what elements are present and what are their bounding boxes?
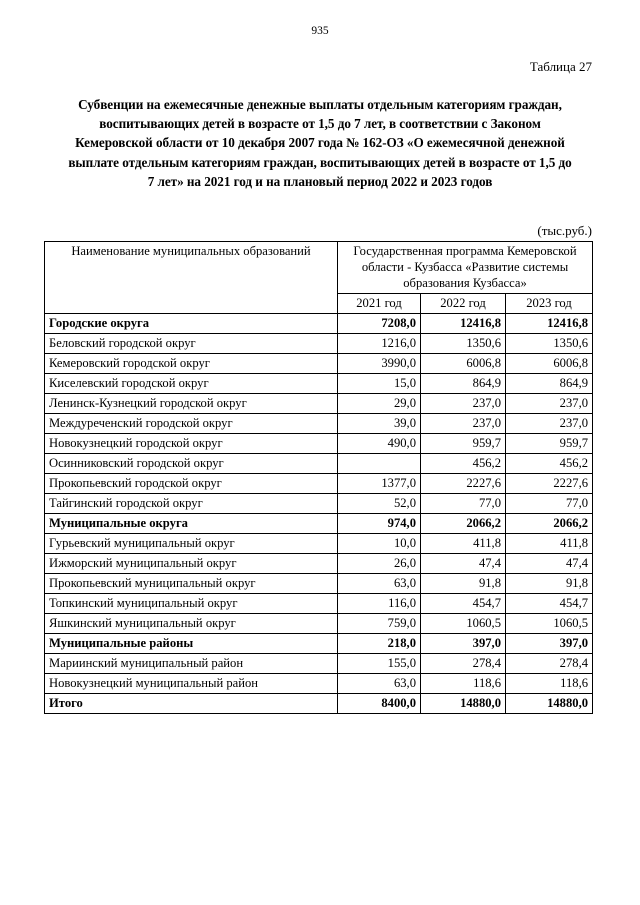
cell-value-2023: 237,0 bbox=[506, 394, 593, 414]
cell-value-2021: 155,0 bbox=[338, 654, 421, 674]
table-row bbox=[45, 314, 593, 334]
table-row bbox=[45, 654, 593, 674]
table-caption-label: Таблица 27 bbox=[529, 59, 592, 74]
cell-municipality-name: Беловский городской округ bbox=[45, 334, 338, 354]
table-header-row-primary bbox=[45, 242, 593, 294]
cell-value-2022: 12416,8 bbox=[421, 314, 506, 334]
cell-municipality-name: Муниципальные районы bbox=[45, 634, 338, 654]
header-state-program: Государственная программа Кемеровской области - Кузбасса «Развитие системы образования Кузбасса» bbox=[338, 242, 593, 294]
table-row bbox=[45, 354, 593, 374]
cell-value-2021: 10,0 bbox=[338, 534, 421, 554]
cell-value-2022: 959,7 bbox=[421, 434, 506, 454]
cell-value-2023: 278,4 bbox=[506, 654, 593, 674]
cell-value-2022: 91,8 bbox=[421, 574, 506, 594]
cell-municipality-name: Итого bbox=[45, 694, 338, 714]
table-row bbox=[45, 594, 593, 614]
table-row bbox=[45, 474, 593, 494]
cell-value-2023: 454,7 bbox=[506, 594, 593, 614]
cell-value-2023: 6006,8 bbox=[506, 354, 593, 374]
cell-value-2023: 1060,5 bbox=[506, 614, 593, 634]
cell-value-2023: 118,6 bbox=[506, 674, 593, 694]
cell-municipality-name: Ленинск-Кузнецкий городской округ bbox=[45, 394, 338, 414]
cell-municipality-name: Новокузнецкий городской округ bbox=[45, 434, 338, 454]
cell-municipality-name: Мариинский муниципальный район bbox=[45, 654, 338, 674]
cell-value-2021: 218,0 bbox=[338, 634, 421, 654]
table-row bbox=[45, 334, 593, 354]
cell-value-2021: 15,0 bbox=[338, 374, 421, 394]
cell-value-2022: 454,7 bbox=[421, 594, 506, 614]
cell-municipality-name: Осинниковский городской округ bbox=[45, 454, 338, 474]
cell-municipality-name: Киселевский городской округ bbox=[45, 374, 338, 394]
cell-value-2022: 2066,2 bbox=[421, 514, 506, 534]
table-header bbox=[45, 242, 593, 314]
cell-value-2023: 2227,6 bbox=[506, 474, 593, 494]
financial-table bbox=[44, 241, 593, 714]
table-row bbox=[45, 434, 593, 454]
cell-value-2022: 47,4 bbox=[421, 554, 506, 574]
table-row bbox=[45, 634, 593, 654]
cell-value-2022: 397,0 bbox=[421, 634, 506, 654]
cell-municipality-name: Топкинский муниципальный округ bbox=[45, 594, 338, 614]
cell-municipality-name: Ижморский муниципальный округ bbox=[45, 554, 338, 574]
cell-value-2023: 1350,6 bbox=[506, 334, 593, 354]
table-row bbox=[45, 414, 593, 434]
cell-value-2022: 237,0 bbox=[421, 414, 506, 434]
cell-value-2022: 411,8 bbox=[421, 534, 506, 554]
cell-value-2023: 959,7 bbox=[506, 434, 593, 454]
cell-municipality-name: Муниципальные округа bbox=[45, 514, 338, 534]
page-number: 935 bbox=[311, 25, 329, 37]
table-row bbox=[45, 494, 593, 514]
cell-value-2021: 63,0 bbox=[338, 574, 421, 594]
cell-value-2023: 864,9 bbox=[506, 374, 593, 394]
table-row bbox=[45, 574, 593, 594]
cell-value-2021: 759,0 bbox=[338, 614, 421, 634]
cell-value-2022: 864,9 bbox=[421, 374, 506, 394]
table-row bbox=[45, 614, 593, 634]
header-year-2023: 2023 год bbox=[506, 294, 593, 314]
cell-value-2023: 12416,8 bbox=[506, 314, 593, 334]
cell-municipality-name: Междуреченский городской округ bbox=[45, 414, 338, 434]
cell-value-2023: 237,0 bbox=[506, 414, 593, 434]
title-line: выплате отдельным категориям граждан, воспитывающих детей в возрасте от 1,5 до bbox=[68, 154, 572, 170]
cell-value-2021 bbox=[338, 454, 421, 474]
table-row bbox=[45, 694, 593, 714]
cell-value-2023: 456,2 bbox=[506, 454, 593, 474]
header-year-2021: 2021 год bbox=[338, 294, 421, 314]
table-row bbox=[45, 554, 593, 574]
cell-value-2021: 26,0 bbox=[338, 554, 421, 574]
cell-value-2023: 411,8 bbox=[506, 534, 593, 554]
cell-value-2022: 77,0 bbox=[421, 494, 506, 514]
cell-value-2021: 1216,0 bbox=[338, 334, 421, 354]
cell-value-2021: 39,0 bbox=[338, 414, 421, 434]
cell-municipality-name: Прокопьевский городской округ bbox=[45, 474, 338, 494]
title-line: 7 лет» на 2021 год и на плановый период 2022 и 2023 годов bbox=[147, 173, 493, 189]
cell-value-2021: 7208,0 bbox=[338, 314, 421, 334]
table-row bbox=[45, 534, 593, 554]
cell-value-2021: 8400,0 bbox=[338, 694, 421, 714]
cell-municipality-name: Яшкинский муниципальный округ bbox=[45, 614, 338, 634]
cell-municipality-name: Кемеровский городской округ bbox=[45, 354, 338, 374]
cell-value-2021: 52,0 bbox=[338, 494, 421, 514]
cell-municipality-name: Гурьевский муниципальный округ bbox=[45, 534, 338, 554]
table-row bbox=[45, 514, 593, 534]
document-title bbox=[44, 95, 596, 191]
cell-value-2022: 237,0 bbox=[421, 394, 506, 414]
table-row bbox=[45, 674, 593, 694]
cell-municipality-name: Прокопьевский муниципальный округ bbox=[45, 574, 338, 594]
cell-value-2021: 3990,0 bbox=[338, 354, 421, 374]
cell-value-2022: 2227,6 bbox=[421, 474, 506, 494]
cell-value-2021: 1377,0 bbox=[338, 474, 421, 494]
cell-value-2022: 14880,0 bbox=[421, 694, 506, 714]
cell-value-2023: 77,0 bbox=[506, 494, 593, 514]
cell-municipality-name: Новокузнецкий муниципальный район bbox=[45, 674, 338, 694]
table-row bbox=[45, 374, 593, 394]
cell-value-2023: 91,8 bbox=[506, 574, 593, 594]
units-label: (тыс.руб.) bbox=[537, 223, 592, 238]
cell-value-2021: 63,0 bbox=[338, 674, 421, 694]
cell-municipality-name: Городские округа bbox=[45, 314, 338, 334]
cell-value-2023: 2066,2 bbox=[506, 514, 593, 534]
cell-value-2021: 974,0 bbox=[338, 514, 421, 534]
cell-value-2022: 1350,6 bbox=[421, 334, 506, 354]
title-line: Кемеровской области от 10 декабря 2007 года № 162-ОЗ «О ежемесячной денежной bbox=[75, 135, 565, 151]
title-line: Субвенции на ежемесячные денежные выплаты отдельным категориям граждан, bbox=[78, 97, 562, 112]
cell-value-2021: 29,0 bbox=[338, 394, 421, 414]
header-municipality-name: Наименование муниципальных образований bbox=[45, 242, 338, 314]
cell-value-2023: 397,0 bbox=[506, 634, 593, 654]
cell-value-2021: 116,0 bbox=[338, 594, 421, 614]
header-year-2022: 2022 год bbox=[421, 294, 506, 314]
cell-value-2023: 47,4 bbox=[506, 554, 593, 574]
cell-value-2022: 6006,8 bbox=[421, 354, 506, 374]
financial-table-container bbox=[44, 241, 592, 714]
cell-value-2022: 278,4 bbox=[421, 654, 506, 674]
title-line: воспитывающих детей в возрасте от 1,5 до 7 лет, в соответствии с Законом bbox=[99, 116, 541, 132]
table-body bbox=[45, 314, 593, 714]
cell-value-2022: 118,6 bbox=[421, 674, 506, 694]
cell-value-2022: 456,2 bbox=[421, 454, 506, 474]
cell-value-2023: 14880,0 bbox=[506, 694, 593, 714]
table-row bbox=[45, 454, 593, 474]
cell-municipality-name: Тайгинский городской округ bbox=[45, 494, 338, 514]
cell-value-2022: 1060,5 bbox=[421, 614, 506, 634]
cell-value-2021: 490,0 bbox=[338, 434, 421, 454]
table-row bbox=[45, 394, 593, 414]
